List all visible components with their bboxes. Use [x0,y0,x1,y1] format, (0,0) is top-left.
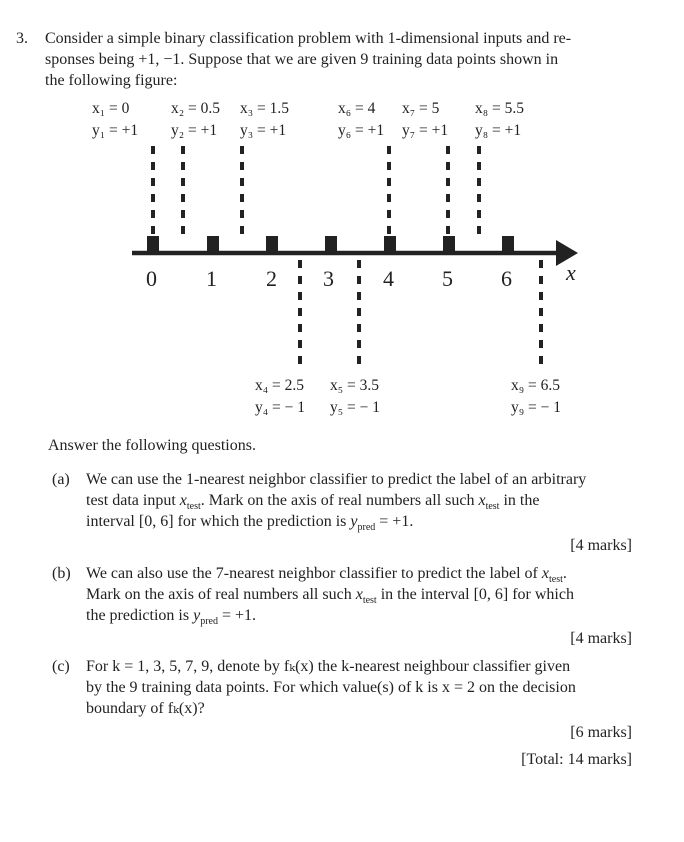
label-y5: y₅ = − 1 [330,399,381,416]
label-x7: x₇ = 5 [402,100,440,117]
tick-label-4: 4 [383,266,394,291]
part-a-line-3: interval [0, 6] for which the prediction is $y_{pred} = +1$. [86,513,414,534]
intro-line-2: sponses being +1, −1. Suppose that we are given 9 training data points shown in [45,51,559,68]
part-b-line-1: We can also use the 7-nearest neighbor classifier to predict the label of $x_{test}$. [86,565,567,586]
label-x2: x₂ = 0.5 [171,100,221,117]
tick-5 [443,236,455,251]
part-a-label: (a) [52,471,70,488]
label-x8: x₈ = 5.5 [475,100,525,117]
tick-4 [384,236,396,251]
part-c-line-1: For k = 1, 3, 5, 7, 9, denote by fₖ(x) the k-nearest neighbour classifier given [86,658,571,675]
label-y8: y₈ = +1 [475,122,522,139]
label-y7: y₇ = +1 [402,122,449,139]
intro-line-3: the following figure: [45,72,178,89]
tick-label-0: 0 [146,266,157,291]
tick-1 [207,236,219,251]
label-x3: x₃ = 1.5 [240,100,290,117]
part-c-marks: [6 marks] [570,724,632,741]
axis-variable-label: x [566,260,576,285]
label-y2: y₂ = +1 [171,122,218,139]
part-a-line-2: test data input $x_{test}$. Mark on the axis of real numbers all such $x_{test}$ in the [86,492,540,513]
part-b-label: (b) [52,565,71,582]
total-marks: [Total: 14 marks] [521,751,632,768]
tick-3 [325,236,337,251]
label-y4: y₄ = − 1 [255,399,306,416]
label-x1: x₁ = 0 [92,100,130,117]
label-x5: x₅ = 3.5 [330,377,380,394]
tick-label-2: 2 [266,266,277,291]
label-y1: y₁ = +1 [92,122,139,139]
tick-label-6: 6 [501,266,512,291]
intro-line-1: Consider a simple binary classification problem with 1-dimensional inputs and re- [45,30,572,47]
part-c-line-2: by the 9 training data points. For which value(s) of k is x = 2 on the decision [86,679,576,696]
question-number: 3. [16,30,28,47]
answer-prompt: Answer the following questions. [48,437,256,454]
part-b-line-2: Mark on the axis of real numbers all such $x_{test}$ in the interval [0, 6] for which [86,586,574,607]
part-a-marks: [4 marks] [570,537,632,554]
label-y6: y₆ = +1 [338,122,385,139]
label-y3: y₃ = +1 [240,122,287,139]
top-leader-lines [153,146,479,238]
part-b-marks: [4 marks] [570,630,632,647]
tick-0 [147,236,159,251]
tick-label-1: 1 [206,266,217,291]
tick-label-3: 3 [323,266,334,291]
label-y9: y₉ = − 1 [511,399,562,416]
tick-2 [266,236,278,251]
label-x4: x₄ = 2.5 [255,377,305,394]
part-c-label: (c) [52,658,70,675]
part-a-line-1: We can use the 1-nearest neighbor classifier to predict the label of an arbitrary [86,471,587,488]
tick-6 [502,236,514,251]
tick-label-5: 5 [442,266,453,291]
label-x9: x₉ = 6.5 [511,377,561,394]
part-c-line-3: boundary of fₖ(x)? [86,700,205,717]
integer-ticks [147,236,514,251]
label-x6: x₆ = 4 [338,100,376,117]
part-b-line-3: the prediction is $y_{pred} = +1$. [86,607,257,628]
